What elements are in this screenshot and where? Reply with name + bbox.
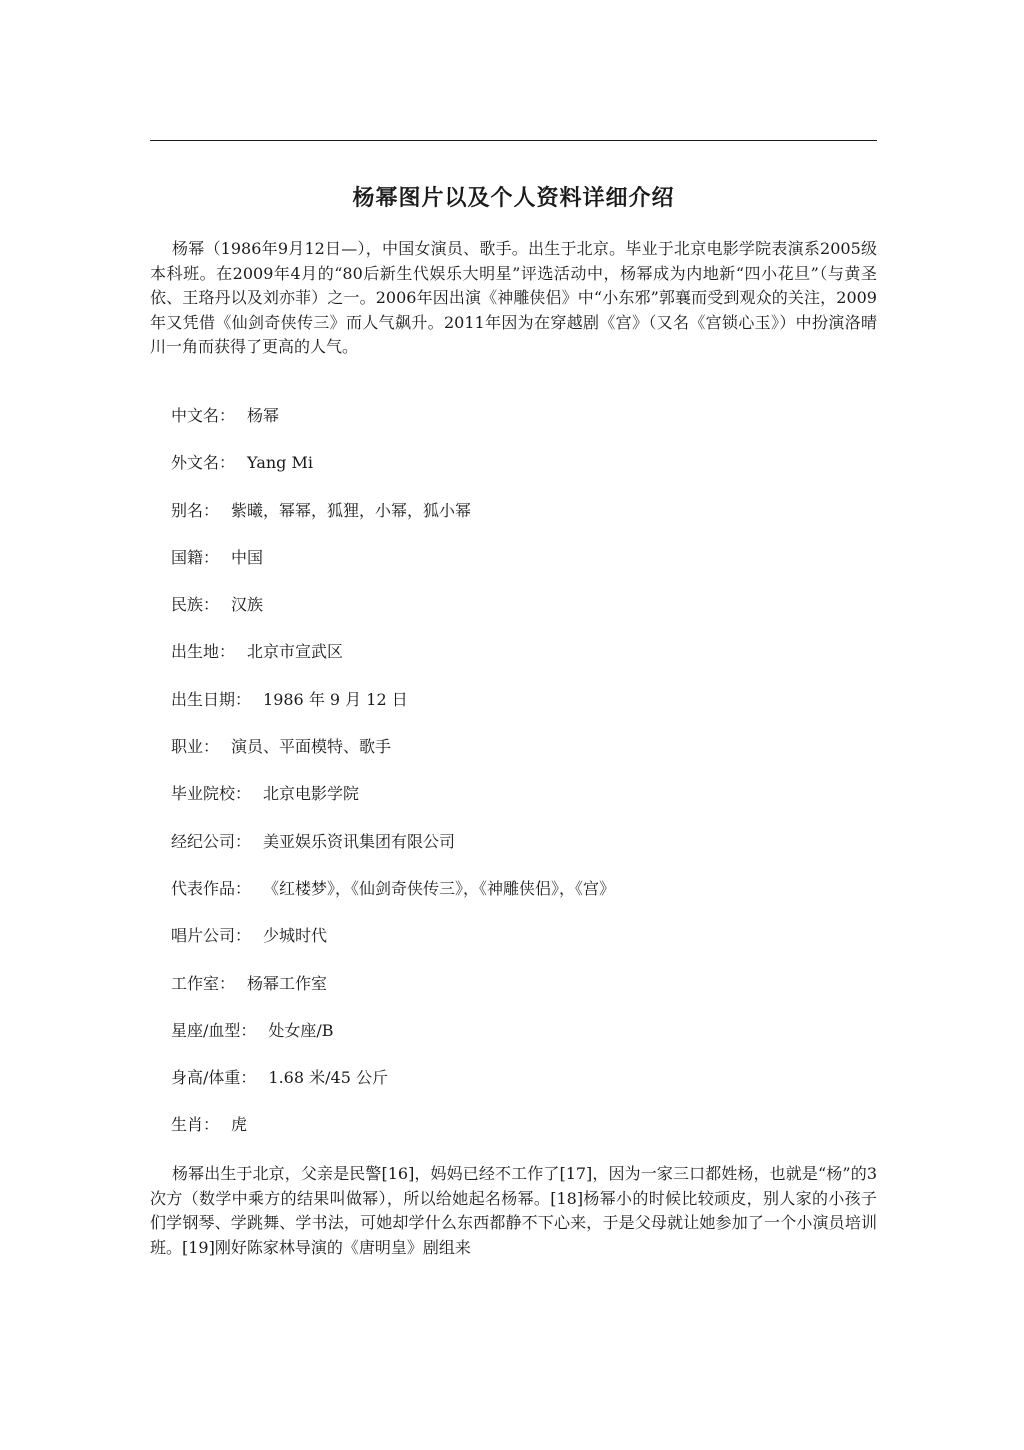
fact-studio bbox=[171, 972, 871, 1019]
document-title: 杨幂图片以及个人资料详细介绍 bbox=[352, 185, 675, 211]
fact-label: 生肖： bbox=[171, 1115, 220, 1135]
fact-label: 工作室： bbox=[171, 973, 236, 993]
fact-value: 1.68 米/45 公斤 bbox=[268, 1068, 388, 1088]
document-page bbox=[150, 0, 878, 1450]
fact-value: 少城时代 bbox=[263, 926, 328, 946]
fact-value: 《红楼梦》，《仙剑奇侠传三》，《神雕侠侣》，《宫》 bbox=[263, 878, 616, 898]
fact-label: 中文名： bbox=[171, 406, 236, 425]
profile-facts-list bbox=[171, 404, 871, 1161]
fact-foreign-name bbox=[171, 451, 871, 498]
fact-birthplace bbox=[171, 640, 871, 687]
fact-value: 紫曦，幂幂，狐狸，小幂，狐小幂 bbox=[231, 500, 472, 520]
fact-value: 虎 bbox=[231, 1115, 248, 1135]
biography-paragraph: 杨幂出生于北京，父亲是民警[16]，妈妈已经不工作了[17]，因为一家三口都姓杨，也就是“杨”的3次方（数学中乘方的结果叫做幂），所以给她起名杨幂。[18]杨幂小的时候比较顽皮，别人家的小孩子们学钢琴、学跳舞、学书法，可她却学什么东西都静不下心来，于是父母就让她参加了一个小演员培训班。[19]刚好陈家林导演的《唐明皇》剧组来 bbox=[150, 1164, 877, 1257]
fact-birthdate bbox=[171, 688, 871, 735]
fact-school bbox=[171, 782, 871, 829]
fact-value: 中国 bbox=[231, 547, 264, 567]
fact-occupation bbox=[171, 735, 871, 782]
fact-label: 外文名： bbox=[171, 453, 236, 473]
fact-nationality bbox=[171, 546, 871, 593]
fact-value: 汉族 bbox=[231, 595, 264, 615]
fact-label: 职业： bbox=[171, 737, 220, 757]
fact-agency bbox=[171, 830, 871, 877]
fact-chinese-zodiac bbox=[171, 1113, 871, 1160]
fact-chinese-name bbox=[171, 404, 871, 451]
fact-value: 杨幂工作室 bbox=[247, 973, 328, 993]
fact-height-weight bbox=[171, 1066, 871, 1113]
fact-value: 北京电影学院 bbox=[263, 784, 360, 804]
fact-value: 1986 年 9 月 12 日 bbox=[263, 689, 408, 709]
fact-label: 民族： bbox=[171, 595, 220, 615]
fact-label: 毕业院校： bbox=[171, 784, 252, 804]
fact-value: 杨幂 bbox=[247, 406, 280, 425]
header-rule bbox=[150, 140, 877, 141]
fact-value: Yang Mi bbox=[247, 453, 314, 473]
fact-value: 北京市宣武区 bbox=[247, 642, 344, 662]
fact-value: 演员、平面模特、歌手 bbox=[231, 737, 392, 757]
fact-zodiac-blood bbox=[171, 1019, 871, 1066]
fact-label: 经纪公司： bbox=[171, 831, 252, 851]
fact-alias bbox=[171, 499, 871, 546]
fact-label: 出生日期： bbox=[171, 689, 252, 709]
fact-label: 星座/血型： bbox=[171, 1020, 257, 1040]
fact-label: 出生地： bbox=[171, 642, 236, 662]
fact-ethnicity bbox=[171, 593, 871, 640]
fact-value: 处女座/B bbox=[268, 1020, 334, 1040]
intro-paragraph: 杨幂（1986年9月12日—），中国女演员、歌手。出生于北京。毕业于北京电影学院表演系2005级本科班。在2009年4月的“80后新生代娱乐大明星”评选活动中，杨幂成为内地新“四小花旦”（与黄圣依、王珞丹以及刘亦菲）之一。2006年因出演《神雕侠侣》中“小东邪”郭襄而受到观众的关注，2009年又凭借《仙剑奇侠传三》而人气飙升。2011年因为在穿越剧《宫》（又名《宫锁心玉》）中扮演洛晴川一角而获得了更高的人气。 bbox=[150, 239, 877, 356]
fact-label: 唱片公司： bbox=[171, 926, 252, 946]
fact-label: 国籍： bbox=[171, 547, 220, 567]
fact-label: 身高/体重： bbox=[171, 1068, 257, 1088]
fact-label: 别名： bbox=[171, 500, 220, 520]
fact-label: 代表作品： bbox=[171, 878, 252, 898]
fact-record-label bbox=[171, 924, 871, 971]
fact-value: 美亚娱乐资讯集团有限公司 bbox=[263, 831, 456, 851]
fact-works bbox=[171, 877, 871, 924]
